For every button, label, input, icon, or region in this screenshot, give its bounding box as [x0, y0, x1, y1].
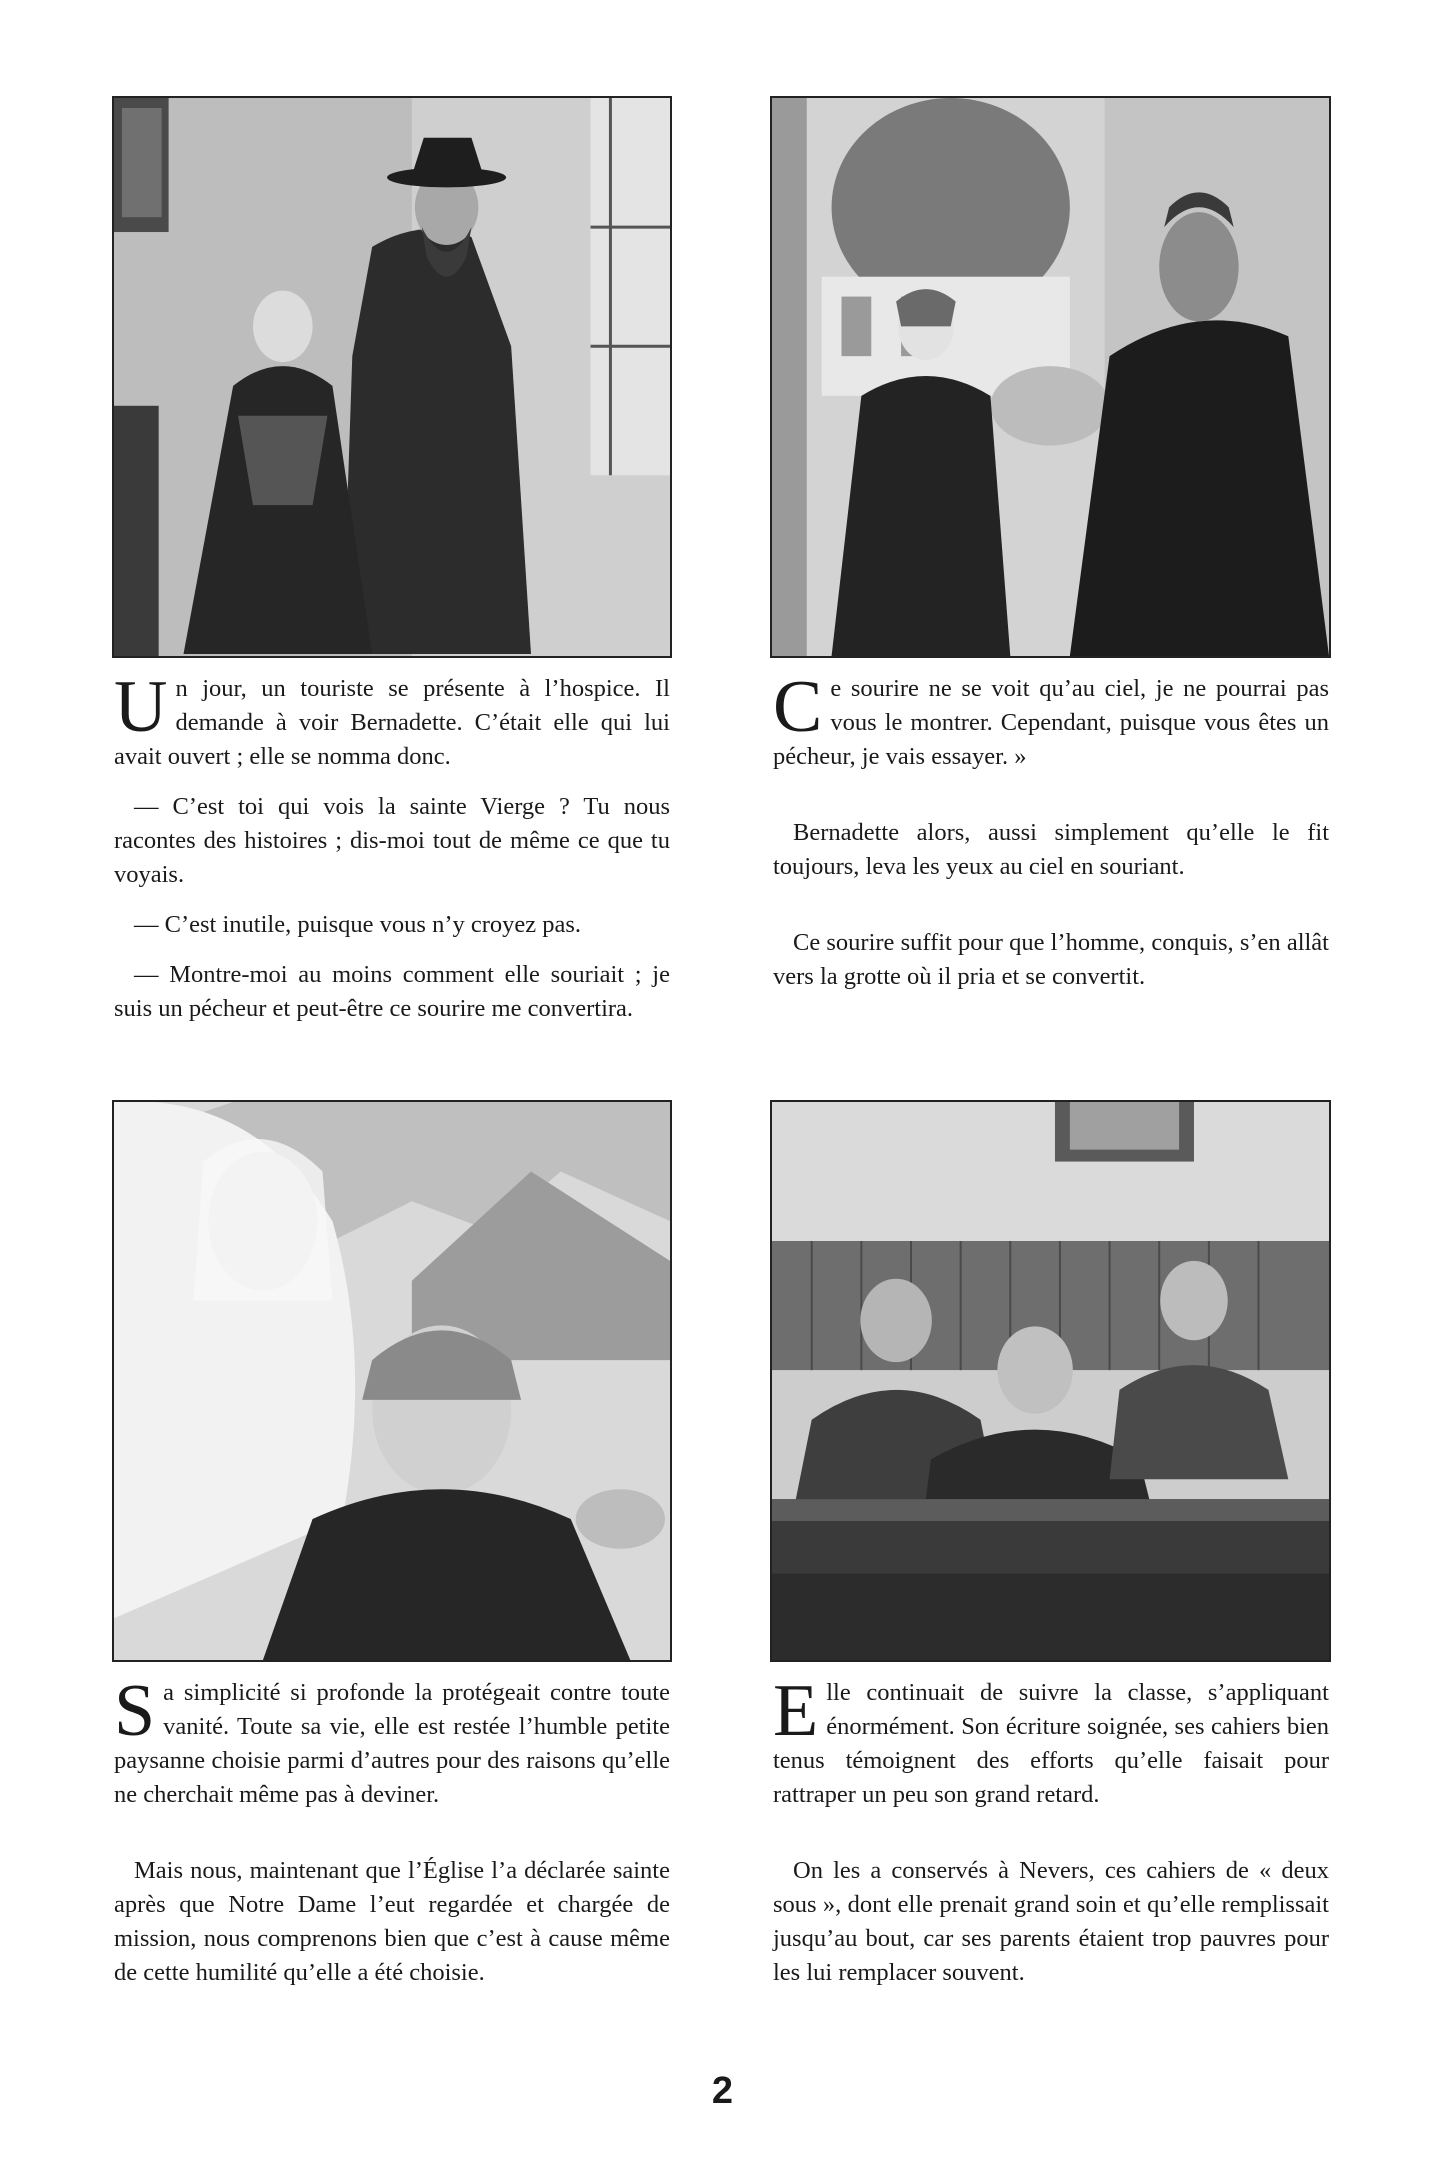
- paragraph: Ce sourire suffit pour que l’homme, conquis, s’en allât vers la grotte où il pria et se convertit.: [773, 929, 1329, 990]
- text-block-4: [773, 1670, 1329, 2006]
- drop-cap: S: [114, 1670, 156, 1752]
- text-block-3: [114, 1670, 670, 2006]
- drop-cap: U: [114, 666, 168, 748]
- paragraph: — C’est inutile, puisque vous n’y croyez pas.: [134, 911, 582, 938]
- paragraph: Bernadette alors, aussi simplement qu’elle le fit toujours, leva les yeux au ciel en souriant.: [773, 819, 1329, 880]
- text-block-1: [114, 666, 670, 1042]
- paragraph: e sourire ne se voit qu’au ciel, je ne pourrai pas vous le montrer. Cependant, puisque vous êtes un pécheur, je vais essayer. »: [773, 675, 1329, 770]
- drop-cap: C: [773, 666, 823, 748]
- paragraph: lle continuait de suivre la classe, s’appliquant énormément. Son écriture soignée, ses cahiers bien tenus témoignent des efforts qu’elle faisait pour rattraper un peu son grand retard.: [773, 1679, 1329, 1808]
- drop-cap: E: [773, 1670, 819, 1752]
- page-number: 2: [711, 2070, 734, 2112]
- text-block-2: [773, 666, 1329, 1010]
- illustration-virgin-mary-and-bernadette: [112, 1100, 672, 1662]
- paragraph: n jour, un touriste se présente à l’hospice. Il demande à voir Bernadette. C’était elle qui lui avait ouvert ; elle se nomma donc.: [114, 675, 670, 770]
- paragraph: a simplicité si profonde la protégeait contre toute vanité. Toute sa vie, elle est restée l’humble petite paysanne choisie parmi d’autres pour des raisons qu’elle ne cherchait même pas à deviner.: [114, 1679, 670, 1808]
- paragraph: Mais nous, maintenant que l’Église l’a déclarée sainte après que Notre Dame l’eut regardée et chargée de mission, nous comprenons bien que c’est à cause même de cette humilité qu’elle a été choisie.: [114, 1857, 670, 1986]
- paragraph: On les a conservés à Nevers, ces cahiers de « deux sous », dont elle prenait grand soin et qu’elle remplissait jusqu’au bout, car ses parents étaient trop pauvres pour les lui remplacer souvent.: [773, 1857, 1329, 1986]
- illustration-bernadette-smiling: [770, 96, 1331, 658]
- paragraph: — Montre-moi au moins comment elle souriait ; je suis un pécheur et peut-être ce sourire me convertira.: [114, 961, 670, 1022]
- illustration-priest-and-bernadette: [112, 96, 672, 658]
- paragraph: — C’est toi qui vois la sainte Vierge ? Tu nous racontes des histoires ; dis-moi tout de même ce que tu voyais.: [114, 793, 670, 888]
- illustration-schoolgirls-in-class: [770, 1100, 1331, 1662]
